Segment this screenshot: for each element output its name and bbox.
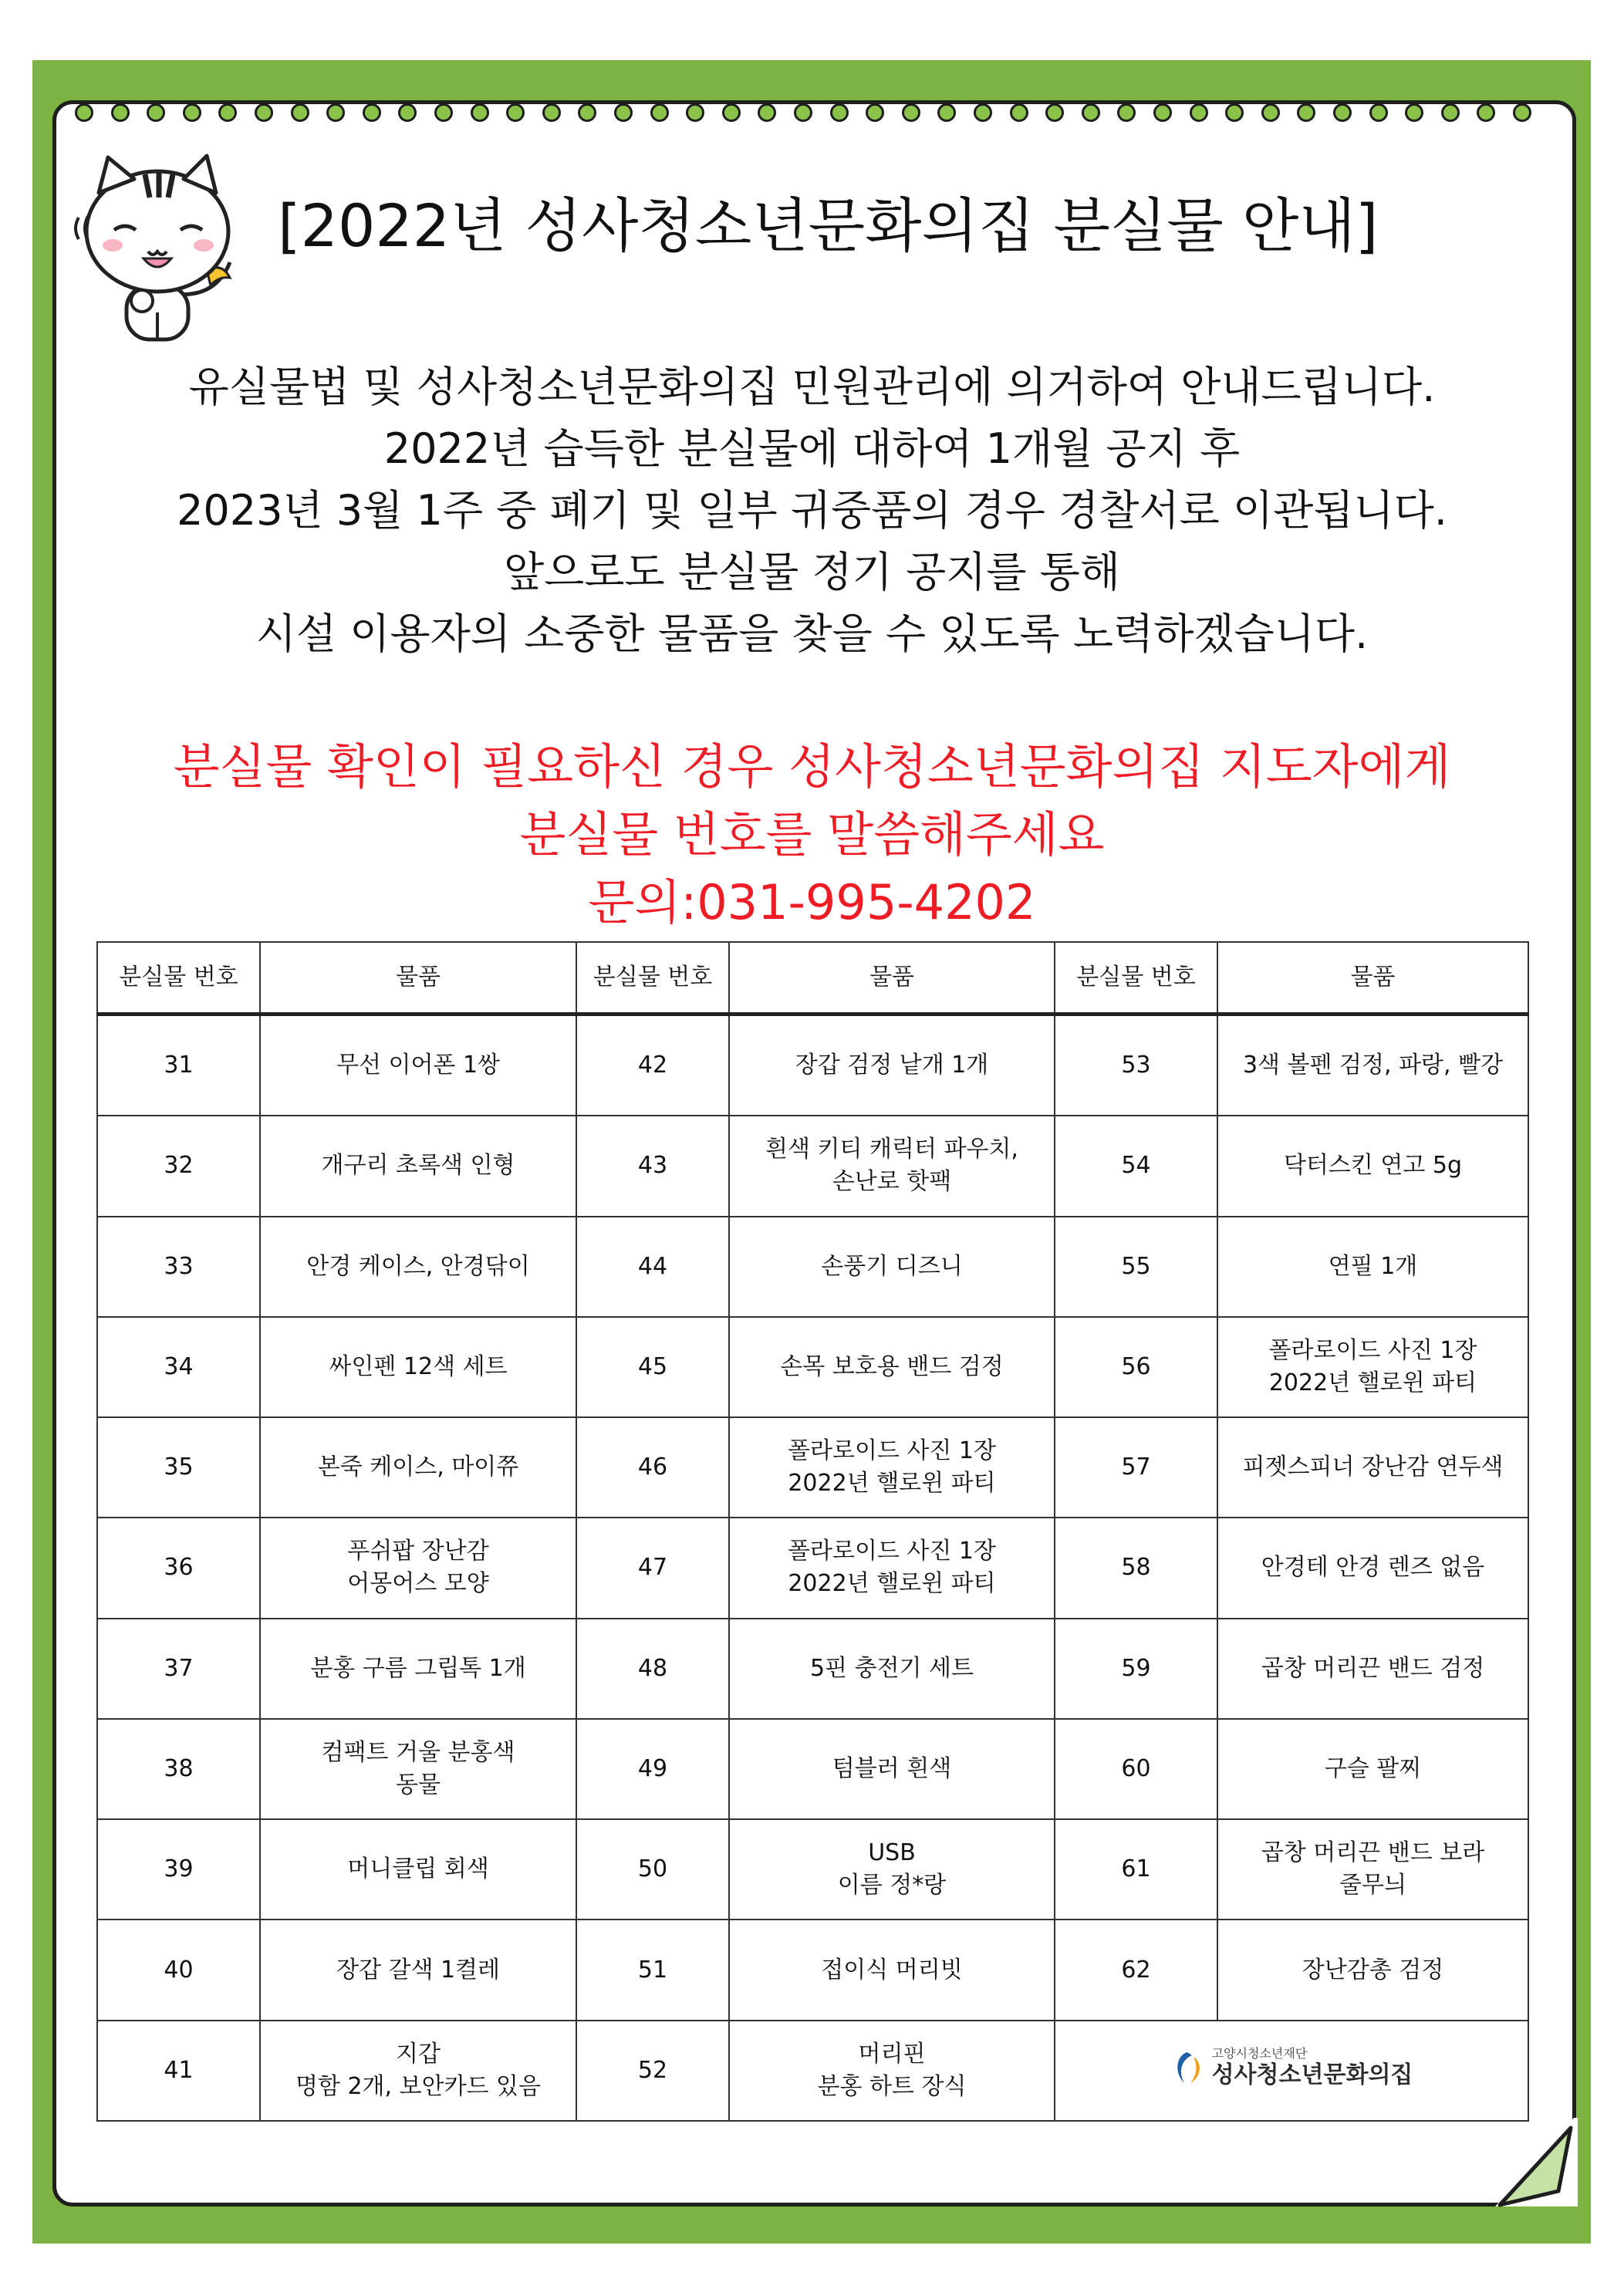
logo-title: 성사청소년문화의집	[1211, 2061, 1413, 2088]
binder-ring-icon	[722, 103, 741, 122]
binder-ring-icon	[542, 103, 561, 122]
lost-item-description: 곱창 머리끈 밴드 검정	[1217, 1619, 1528, 1719]
lost-item-number: 38	[97, 1719, 260, 1819]
lost-item-description: 컴팩트 거울 분홍색 동물	[260, 1719, 576, 1819]
lost-item-number: 53	[1055, 1015, 1217, 1116]
lost-item-description: 폴라로이드 사진 1장 2022년 핼로윈 파티	[729, 1518, 1055, 1618]
lost-item-description: 3색 볼펜 검정, 파랑, 빨강	[1217, 1015, 1528, 1116]
intro-line: 2023년 3월 1주 중 폐기 및 일부 귀중품의 경우 경찰서로 이관됩니다.	[177, 486, 1447, 535]
binder-ring-icon	[1082, 103, 1100, 122]
binder-ring-icon	[75, 103, 93, 122]
lost-item-description: 머리핀 분홍 하트 장식	[729, 2021, 1055, 2121]
binder-ring-icon	[183, 103, 201, 122]
lost-item-description: 손목 보호용 밴드 검정	[729, 1317, 1055, 1417]
lost-item-number: 49	[576, 1719, 729, 1819]
lost-item-description: USB 이름 정*랑	[729, 1819, 1055, 1920]
lost-item-number: 59	[1055, 1619, 1217, 1719]
binder-ring-icon	[1010, 103, 1028, 122]
binder-ring-icon	[1513, 103, 1531, 122]
column-header: 물품	[1217, 942, 1528, 1015]
binder-ring-icon	[902, 103, 920, 122]
contact-notice	[69, 733, 1555, 937]
logo-subtitle: 고양시청소년재단	[1211, 2045, 1308, 2061]
lost-item-description: 텀블러 흰색	[729, 1719, 1055, 1819]
table-row	[97, 1116, 1528, 1216]
lost-item-number: 41	[97, 2021, 260, 2121]
binder-ring-icon	[1405, 103, 1423, 122]
table-row	[97, 1920, 1528, 2020]
binder-ring-icon	[506, 103, 525, 122]
table-row	[97, 2021, 1528, 2121]
binder-ring-icon	[291, 103, 309, 122]
lost-item-number: 32	[97, 1116, 260, 1216]
lost-item-number: 31	[97, 1015, 260, 1116]
binder-ring-icon	[471, 103, 489, 122]
lost-item-description: 폴라로이드 사진 1장 2022년 핼로윈 파티	[1217, 1317, 1528, 1417]
lost-item-number: 51	[576, 1920, 729, 2020]
intro-line: 2022년 습득한 분실물에 대하여 1개월 공지 후	[383, 424, 1241, 473]
lost-item-description: 본죽 케이스, 마이쮸	[260, 1417, 576, 1518]
binder-ring-icon	[434, 103, 453, 122]
lost-item-number: 35	[97, 1417, 260, 1518]
organization-logo	[1055, 2021, 1528, 2121]
lost-item-description: 싸인펜 12색 세트	[260, 1317, 576, 1417]
lost-item-description: 닥터스킨 연고 5g	[1217, 1116, 1528, 1216]
binder-ring-icon	[1441, 103, 1460, 122]
table-row	[97, 1518, 1528, 1618]
lost-item-number: 60	[1055, 1719, 1217, 1819]
lost-item-description: 분홍 구름 그립톡 1개	[260, 1619, 576, 1719]
table-header-row	[97, 942, 1528, 1015]
binder-ring-icon	[974, 103, 992, 122]
table-row	[97, 1015, 1528, 1116]
lost-item-description: 손풍기 디즈니	[729, 1217, 1055, 1317]
lost-item-number: 36	[97, 1518, 260, 1618]
intro-text	[69, 356, 1555, 665]
binder-ring-icon	[1190, 103, 1208, 122]
binder-ring-icon	[1369, 103, 1388, 122]
table-row	[97, 1417, 1528, 1518]
lost-item-description: 폴라로이드 사진 1장 2022년 핼로윈 파티	[729, 1417, 1055, 1518]
notice-line: 분실물 번호를 말씀해주세요	[519, 806, 1105, 863]
lost-item-description: 장난감총 검정	[1217, 1920, 1528, 2020]
intro-line: 시설 이용자의 소중한 물품을 찾을 수 있도록 노력하겠습니다.	[255, 609, 1369, 658]
lost-item-number: 61	[1055, 1819, 1217, 1920]
lost-item-description: 피젯스피너 장난감 연두색	[1217, 1417, 1528, 1518]
column-header: 분실물 번호	[576, 942, 729, 1015]
lost-item-description: 푸쉬팝 장난감 어몽어스 모양	[260, 1518, 576, 1618]
lost-item-description: 안경 케이스, 안경닦이	[260, 1217, 576, 1317]
lost-item-description: 5핀 충전기 세트	[729, 1619, 1055, 1719]
binder-ring-icon	[1045, 103, 1064, 122]
contact-phone: 문의:031-995-4202	[588, 874, 1036, 930]
binder-ring-icon	[1333, 103, 1352, 122]
lost-item-description: 연필 1개	[1217, 1217, 1528, 1317]
lost-item-number: 47	[576, 1518, 729, 1618]
binder-ring-icon	[1153, 103, 1172, 122]
table-row	[97, 1619, 1528, 1719]
binder-ring-icon	[830, 103, 849, 122]
lost-item-number: 42	[576, 1015, 729, 1116]
page-title: [2022년 성사청소년문화의집 분실물 안내]	[278, 191, 1379, 260]
lost-item-description: 접이식 머리빗	[729, 1920, 1055, 2020]
binder-ring-icon	[363, 103, 381, 122]
table-row	[97, 1317, 1528, 1417]
binder-ring-icon	[794, 103, 812, 122]
table-row	[97, 1217, 1528, 1317]
lost-item-number: 58	[1055, 1518, 1217, 1618]
intro-line: 앞으로도 분실물 정기 공지를 통해	[504, 548, 1120, 596]
lost-item-description: 흰색 키티 캐릭터 파우치, 손난로 핫팩	[729, 1116, 1055, 1216]
lost-item-number: 62	[1055, 1920, 1217, 2020]
lost-item-number: 50	[576, 1819, 729, 1920]
logo-mark-icon	[1170, 2049, 1204, 2086]
table-row	[97, 1719, 1528, 1819]
table-row	[97, 1819, 1528, 1920]
lost-item-number: 54	[1055, 1116, 1217, 1216]
binder-ring-icon	[650, 103, 669, 122]
lost-item-description: 장갑 갈색 1켤레	[260, 1920, 576, 2020]
lost-item-number: 57	[1055, 1417, 1217, 1518]
binder-ring-icon	[326, 103, 345, 122]
column-header: 분실물 번호	[97, 942, 260, 1015]
lost-item-description: 개구리 초록색 인형	[260, 1116, 576, 1216]
lost-item-description: 지갑 명함 2개, 보안카드 있음	[260, 2021, 576, 2121]
lost-item-description: 머니클립 회색	[260, 1819, 576, 1920]
lost-item-number: 55	[1055, 1217, 1217, 1317]
lost-item-number: 33	[97, 1217, 260, 1317]
lost-item-number: 46	[576, 1417, 729, 1518]
lost-item-description: 장갑 검정 낱개 1개	[729, 1015, 1055, 1116]
column-header: 분실물 번호	[1055, 942, 1217, 1015]
binder-ring-icon	[686, 103, 704, 122]
binder-ring-icon	[1261, 103, 1280, 122]
lost-item-number: 45	[576, 1317, 729, 1417]
lost-item-number: 52	[576, 2021, 729, 2121]
lost-item-number: 48	[576, 1619, 729, 1719]
notice-line: 분실물 확인이 필요하신 경우 성사청소년문화의집 지도자에게	[173, 738, 1451, 795]
lost-item-description: 무선 이어폰 1쌍	[260, 1015, 576, 1116]
lost-items-table	[96, 941, 1529, 2122]
binder-ring-icon	[111, 103, 130, 122]
cat-mascot-icon	[68, 147, 261, 347]
column-header: 물품	[729, 942, 1055, 1015]
binder-ring-icon	[255, 103, 273, 122]
binder-ring-icon	[614, 103, 633, 122]
lost-item-number: 37	[97, 1619, 260, 1719]
lost-item-description: 안경테 안경 렌즈 없음	[1217, 1518, 1528, 1618]
lost-item-number: 39	[97, 1819, 260, 1920]
lost-item-number: 40	[97, 1920, 260, 2020]
lost-item-number: 56	[1055, 1317, 1217, 1417]
lost-item-number: 34	[97, 1317, 260, 1417]
lost-item-description: 구슬 팔찌	[1217, 1719, 1528, 1819]
intro-line: 유실물법 및 성사청소년문화의집 민원관리에 의거하여 안내드립니다.	[188, 363, 1436, 411]
column-header: 물품	[260, 942, 576, 1015]
binder-ring-icon	[1225, 103, 1244, 122]
binder-ring-icon	[147, 103, 165, 122]
lost-item-description: 곱창 머리끈 밴드 보라 줄무늬	[1217, 1819, 1528, 1920]
lost-item-number: 43	[576, 1116, 729, 1216]
binder-ring-icon	[866, 103, 884, 122]
lost-item-number: 44	[576, 1217, 729, 1317]
folded-corner-icon	[1489, 2114, 1589, 2214]
